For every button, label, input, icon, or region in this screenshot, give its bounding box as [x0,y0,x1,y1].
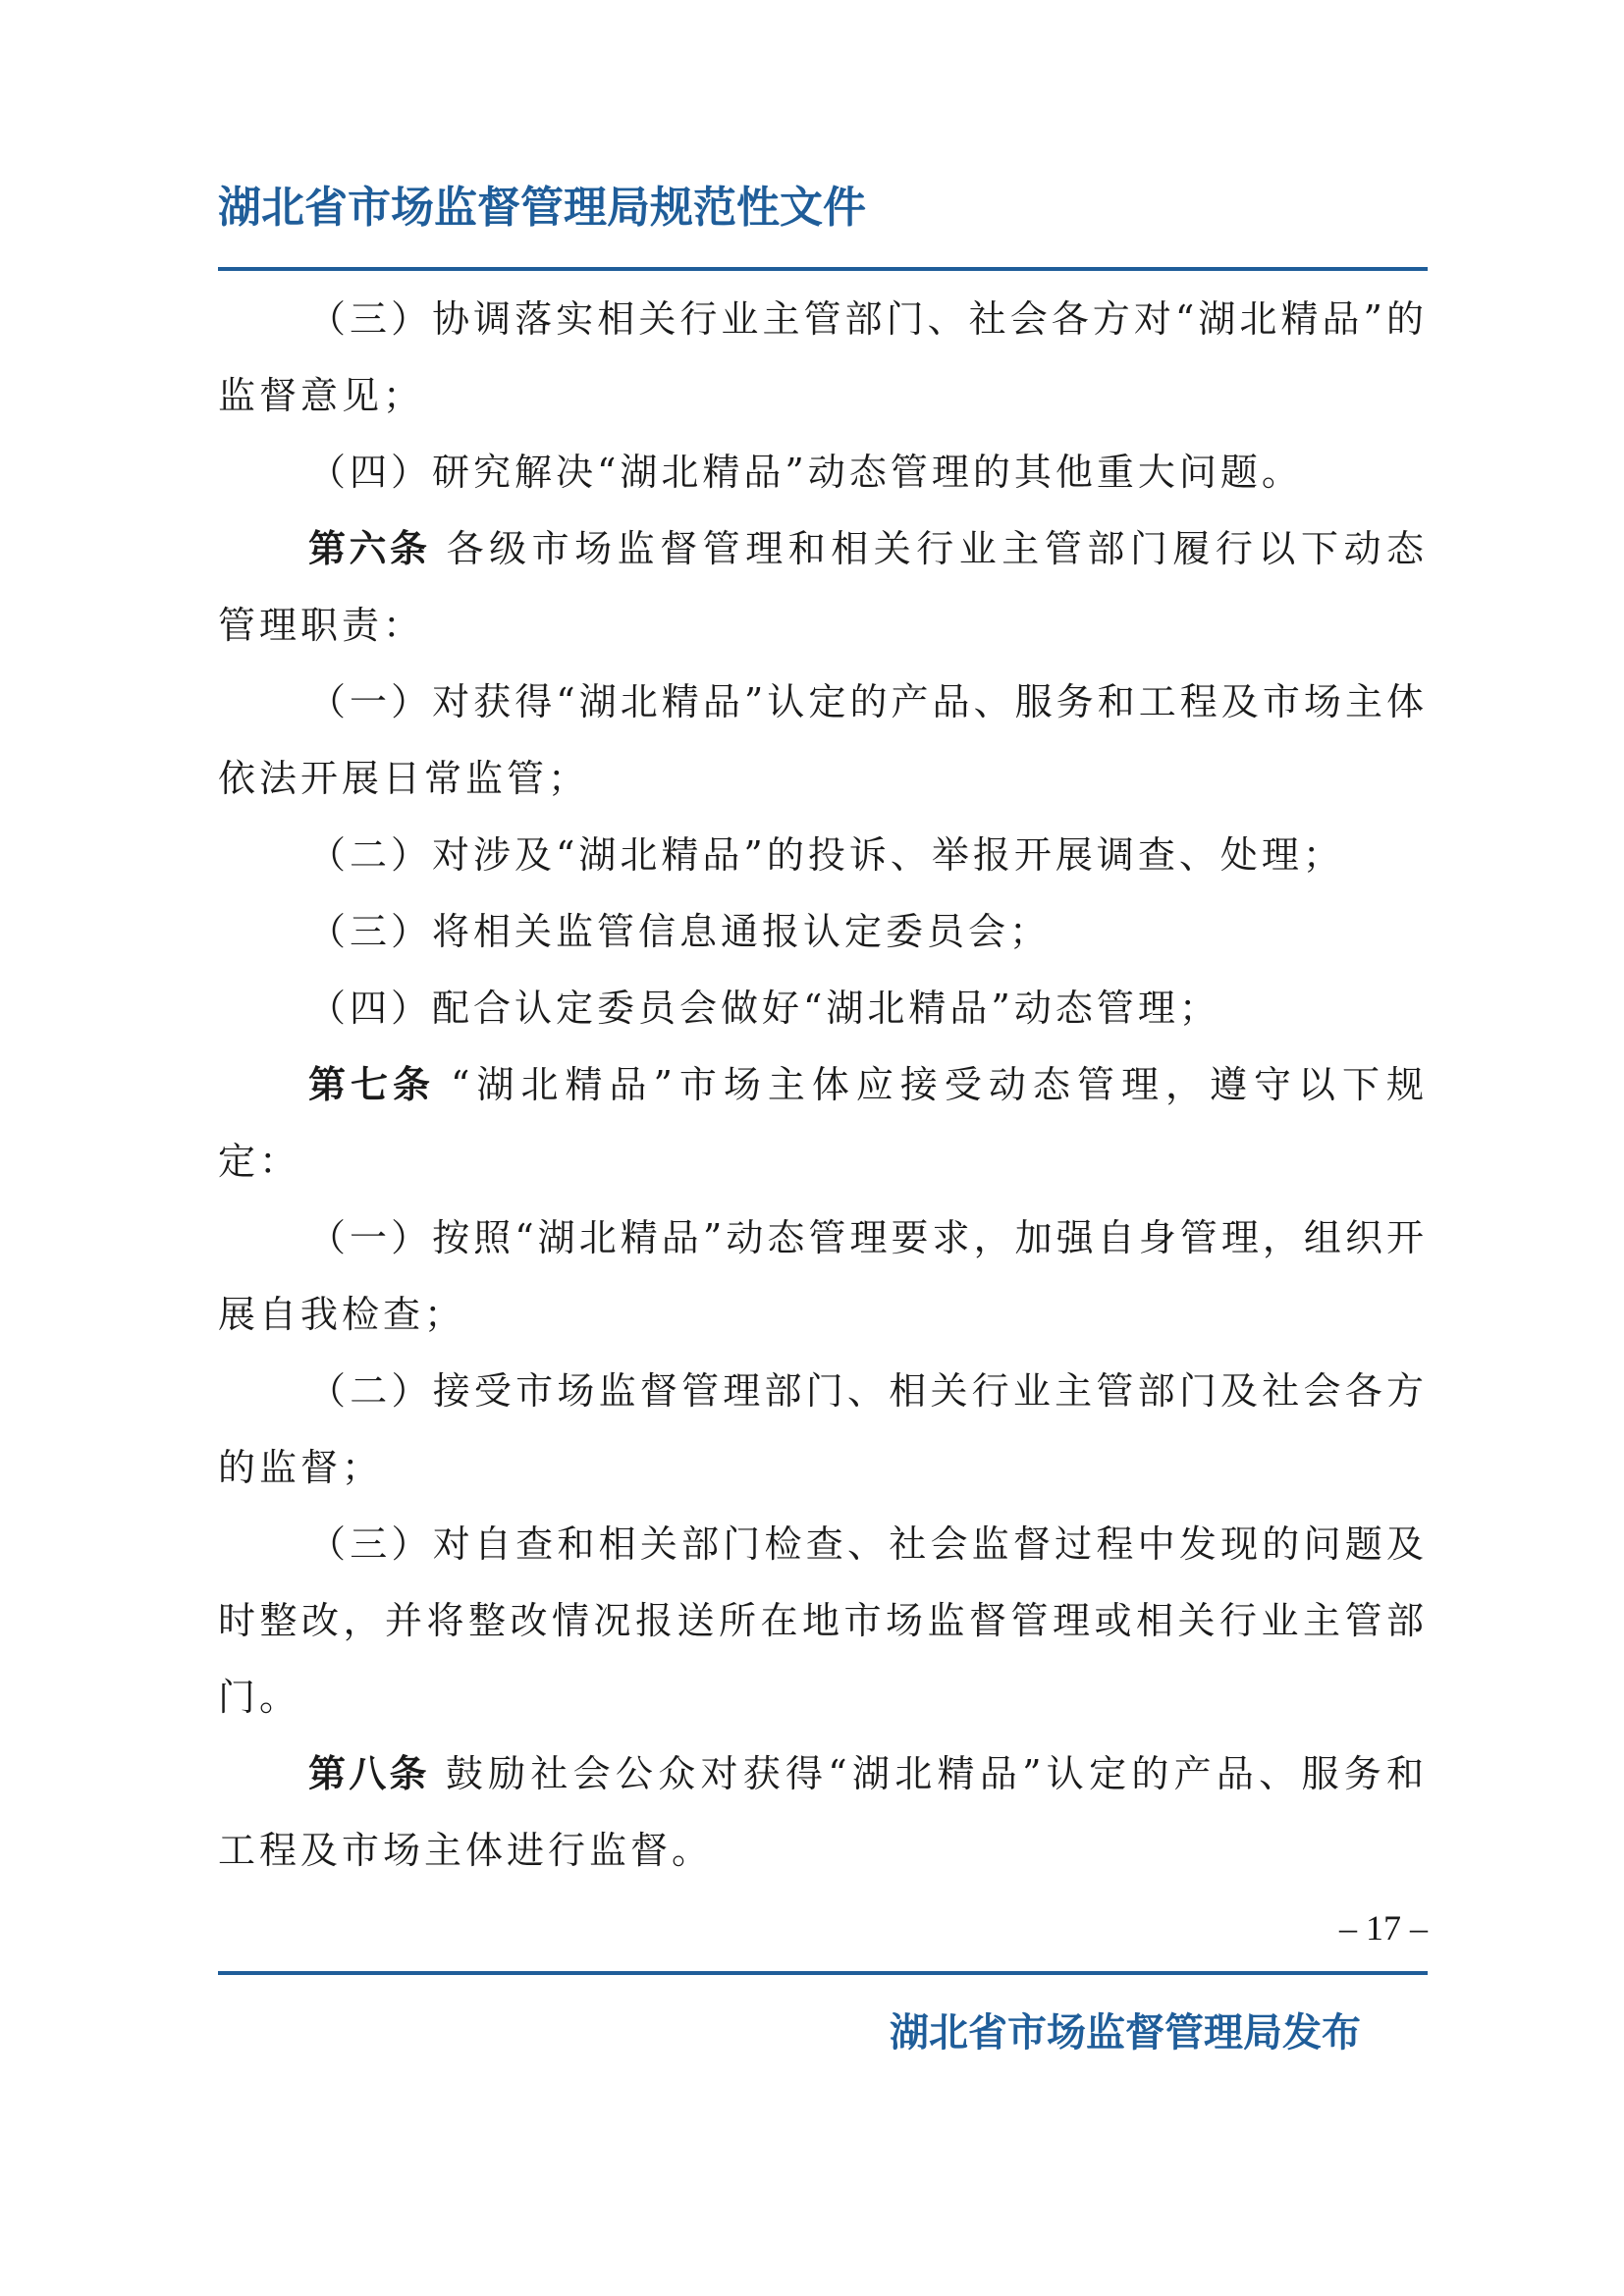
article-heading: 第六条 [308,527,431,570]
document-header-title: 湖北省市场监督管理局规范性文件 [218,183,866,233]
paragraph-text: （二）对涉及“湖北精品”的投诉、举报开展调查、处理； [308,833,1344,877]
paragraph-text: （一）对获得“湖北精品”认定的产品、服务和工程及市场主体依法开展日常监管； [218,680,1428,800]
paragraph-text: （三）对自查和相关部门检查、社会监督过程中发现的问题及时整改，并将整改情况报送所在地市场监督管理或相关行业主管部门。 [218,1522,1428,1719]
footer-publisher: 湖北省市场监督管理局发布 [890,2010,1361,2056]
paragraph-text: 各级市场监督管理和相关行业主管部门履行以下动态管理职责： [218,527,1428,647]
document-body [218,281,1428,1889]
paragraph [218,434,1428,510]
footer-divider [218,1971,1428,1975]
paragraph-text: （三）将相关监管信息通报认定委员会； [308,910,1052,953]
article-paragraph [218,510,1428,664]
paragraph-text: （四）配合认定委员会做好“湖北精品”动态管理； [308,987,1220,1030]
paragraph-text: 鼓励社会公众对获得“湖北精品”认定的产品、服务和工程及市场主体进行监督。 [218,1752,1428,1872]
article-heading: 第七条 [308,1063,436,1106]
paragraph-text: “湖北精品”市场主体应接受动态管理，遵守以下规定： [218,1063,1428,1183]
article-heading: 第八条 [308,1752,430,1795]
paragraph [218,1353,1428,1506]
paragraph-text: （四）研究解决“湖北精品”动态管理的其他重大问题。 [308,451,1303,494]
header-divider [218,267,1428,271]
paragraph [218,1506,1428,1735]
paragraph [218,664,1428,817]
page-number: – 17 – [1339,1908,1428,1948]
paragraph [218,1200,1428,1353]
paragraph-text: （一）按照“湖北精品”动态管理要求，加强自身管理，组织开展自我检查； [218,1216,1428,1336]
paragraph-text: （二）接受市场监督管理部门、相关行业主管部门及社会各方的监督； [218,1369,1428,1489]
paragraph [218,970,1428,1046]
article-paragraph [218,1046,1428,1200]
paragraph [218,893,1428,970]
article-paragraph [218,1735,1428,1889]
paragraph [218,817,1428,893]
paragraph [218,281,1428,434]
paragraph-text: （三）协调落实相关行业主管部门、社会各方对“湖北精品”的监督意见； [218,297,1428,417]
